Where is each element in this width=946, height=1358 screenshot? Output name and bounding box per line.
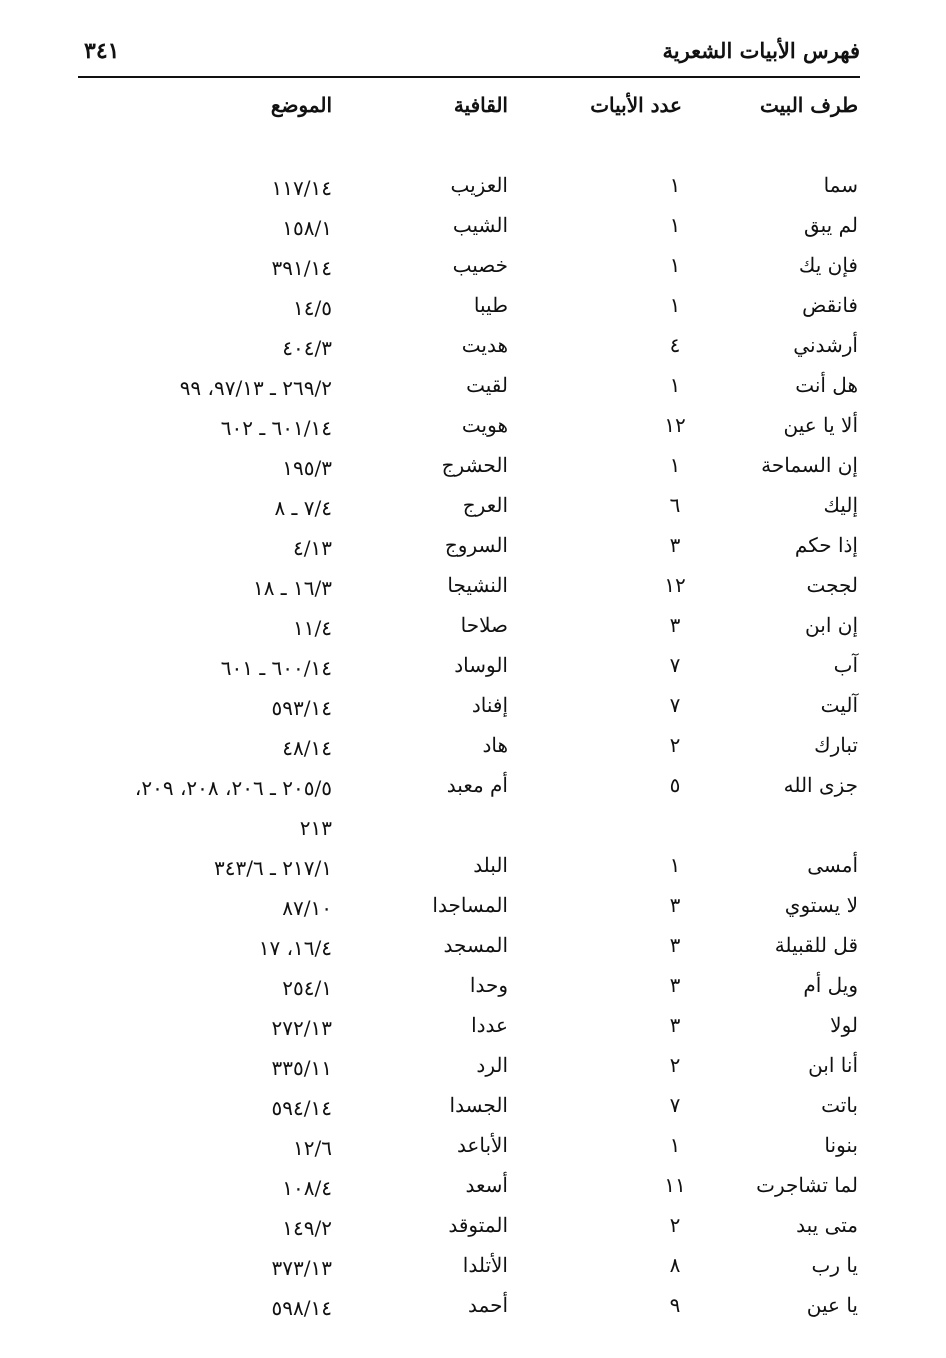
location: ٦٠١/١٤ ـ ٦٠٢ (220, 416, 332, 440)
verse-count: ٨ (669, 1253, 681, 1277)
verse-count: ١ (669, 293, 681, 317)
rhyme: هديت (461, 333, 508, 357)
table-row (0, 328, 946, 368)
table-row (0, 568, 946, 608)
rhyme: الجسدا (449, 1093, 508, 1117)
location: ٦٠٠/١٤ ـ ٦٠١ (220, 656, 332, 680)
rhyme: الحشرج (441, 453, 508, 477)
verse-start: فانقض (802, 293, 858, 317)
table-row (0, 288, 946, 328)
page-header (78, 36, 860, 78)
table-row (0, 168, 946, 208)
verse-count: ٢ (669, 733, 681, 757)
verse-count: ٧ (669, 653, 681, 677)
verse-count: ١ (669, 853, 681, 877)
rhyme: صلاحا (460, 613, 508, 637)
verse-count: ١١ (664, 1173, 686, 1197)
rhyme: لقيت (466, 373, 508, 397)
rhyme: الأباعد (456, 1133, 508, 1157)
location: ٣٧٣/١٣ (271, 1256, 332, 1280)
location: ١٥٨/١ (282, 216, 332, 240)
running-title: فهرس الأبيات الشعرية (662, 38, 860, 63)
table-row (0, 1208, 946, 1248)
table-row (0, 1168, 946, 1208)
verse-start: سما (823, 173, 858, 197)
location: ٥٩٨/١٤ (271, 1296, 332, 1320)
location: ١٤٩/٢ (282, 1216, 332, 1240)
verse-count: ٣ (669, 933, 681, 957)
location: ٢٧٢/١٣ (271, 1016, 332, 1040)
location: ٥٩٤/١٤ (271, 1096, 332, 1120)
table-row (0, 1288, 946, 1328)
location: ١٤/٥ (293, 296, 332, 320)
table-row (0, 1008, 946, 1048)
verse-count: ١٢ (664, 573, 686, 597)
rhyme: العزيب (450, 173, 508, 197)
table-row (0, 648, 946, 688)
table-row (0, 888, 946, 928)
location: ٢٥٤/١ (282, 976, 332, 1000)
verse-count: ١ (669, 213, 681, 237)
table-row (0, 408, 946, 448)
location: ٨٧/١٠ (282, 896, 332, 920)
verse-count: ٣ (669, 613, 681, 637)
table-row (0, 1128, 946, 1168)
verse-count: ٤ (669, 333, 681, 357)
table-row (0, 1088, 946, 1128)
rhyme: الأتلدا (462, 1253, 508, 1277)
verse-count: ٣ (669, 533, 681, 557)
verse-count: ٣ (669, 973, 681, 997)
table-row (0, 928, 946, 968)
rhyme: السروج (444, 533, 508, 557)
verse-count: ٧ (669, 1093, 681, 1117)
verse-start: إن السماحة (761, 453, 858, 477)
rhyme: خصيب (452, 253, 508, 277)
rhyme: عددا (471, 1013, 508, 1037)
location: ٣٣٥/١١ (271, 1056, 332, 1080)
location: ١٩٥/٣ (282, 456, 332, 480)
location: ١٦/٤، ١٧ (258, 936, 332, 960)
rhyme: أحمد (468, 1293, 508, 1317)
column-headers (0, 88, 946, 122)
verse-count: ١ (669, 453, 681, 477)
location: ١٠٨/٤ (282, 1176, 332, 1200)
rhyme: إفناد (471, 693, 508, 717)
verse-count: ٢ (669, 1213, 681, 1237)
location: ١١٧/١٤ (271, 176, 332, 200)
verse-start: ألا يا عين (783, 413, 858, 437)
location: ٢٦٩/٢ ـ ٩٧/١٣، ٩٩ (179, 376, 332, 400)
location: ٤٨/١٤ (282, 736, 332, 760)
location: ١٦/٣ ـ ١٨ (252, 576, 332, 600)
verse-count: ٦ (669, 493, 681, 517)
index-table (0, 168, 946, 1328)
verse-start: لولا (830, 1013, 858, 1037)
location: ٤/١٣ (293, 536, 332, 560)
location: ٢٠٥/٥ ـ ٢٠٦، ٢٠٨، ٢٠٩، ٢١٣ (134, 776, 332, 840)
table-row (0, 608, 946, 648)
verse-start: باتت (821, 1093, 858, 1117)
verse-start: متى يبد (796, 1213, 858, 1237)
verse-start: بنونا (824, 1133, 858, 1157)
rhyme: هاد (482, 733, 508, 757)
verse-count: ٣ (669, 893, 681, 917)
table-row (0, 768, 946, 848)
verse-start: فإن يك (798, 253, 858, 277)
rhyme: هويت (461, 413, 508, 437)
rhyme: وحدا (469, 973, 508, 997)
verse-start: تبارك (814, 733, 858, 757)
table-row (0, 1248, 946, 1288)
location: ٥٩٣/١٤ (271, 696, 332, 720)
rhyme: العرج (462, 493, 508, 517)
location: ٢١٧/١ ـ ٣٤٣/٦ (213, 856, 332, 880)
rhyme: الشيب (452, 213, 508, 237)
verse-start: إذا حكم (794, 533, 858, 557)
verse-count: ٥ (669, 773, 681, 797)
location: ١١/٤ (293, 616, 332, 640)
page-number: ٣٤١ (84, 38, 120, 64)
location: ١٢/٦ (293, 1136, 332, 1160)
verse-start: لججت (806, 573, 858, 597)
rhyme: النشيجا (447, 573, 508, 597)
rhyme: أسعد (465, 1173, 508, 1197)
verse-start: يا رب (811, 1253, 858, 1277)
rhyme: طيبا (473, 293, 508, 317)
column-header-count: عدد الأبيات (590, 93, 682, 117)
verse-start: إن ابن (805, 613, 858, 637)
verse-start: يا عين (806, 1293, 858, 1317)
verse-start: آب (833, 653, 858, 677)
table-row (0, 688, 946, 728)
verse-start: أمسى (807, 853, 858, 877)
verse-count: ٩ (669, 1293, 681, 1317)
rhyme: البلد (473, 853, 508, 877)
table-row (0, 1048, 946, 1088)
table-row (0, 848, 946, 888)
verse-start: لما تشاجرت (756, 1173, 858, 1197)
column-header-location: الموضع (270, 93, 332, 117)
table-row (0, 448, 946, 488)
column-header-verse: طرف البيت (759, 93, 858, 117)
column-header-rhyme: القافية (453, 93, 508, 117)
verse-count: ١ (669, 173, 681, 197)
rhyme: المسجد (443, 933, 508, 957)
rhyme: المساجدا (432, 893, 508, 917)
table-row (0, 528, 946, 568)
verse-start: جزى الله (783, 773, 858, 797)
verse-start: هل أنت (795, 373, 858, 397)
rhyme: الوساد (454, 653, 508, 677)
rhyme: المتوقد (448, 1213, 508, 1237)
table-row (0, 248, 946, 288)
verse-count: ١ (669, 253, 681, 277)
verse-start: أرشدني (793, 333, 858, 357)
location: ٣٩١/١٤ (271, 256, 332, 280)
table-row (0, 728, 946, 768)
verse-start: ويل أم (803, 973, 858, 997)
verse-count: ١ (669, 1133, 681, 1157)
verse-start: آليت (820, 693, 858, 717)
verse-count: ٢ (669, 1053, 681, 1077)
rhyme: الرد (476, 1053, 508, 1077)
verse-start: لم يبق (803, 213, 858, 237)
verse-start: أنا ابن (808, 1053, 858, 1077)
verse-start: إليك (823, 493, 858, 517)
verse-start: قل للقبيلة (774, 933, 858, 957)
table-row (0, 368, 946, 408)
verse-start: لا يستوي (784, 893, 858, 917)
table-row (0, 208, 946, 248)
table-row (0, 968, 946, 1008)
location: ٧/٤ ـ ٨ (274, 496, 332, 520)
verse-count: ٧ (669, 693, 681, 717)
rhyme: أم معبد (446, 773, 508, 797)
verse-count: ١ (669, 373, 681, 397)
table-row (0, 488, 946, 528)
location: ٤٠٤/٣ (282, 336, 332, 360)
verse-count: ١٢ (664, 413, 686, 437)
verse-count: ٣ (669, 1013, 681, 1037)
